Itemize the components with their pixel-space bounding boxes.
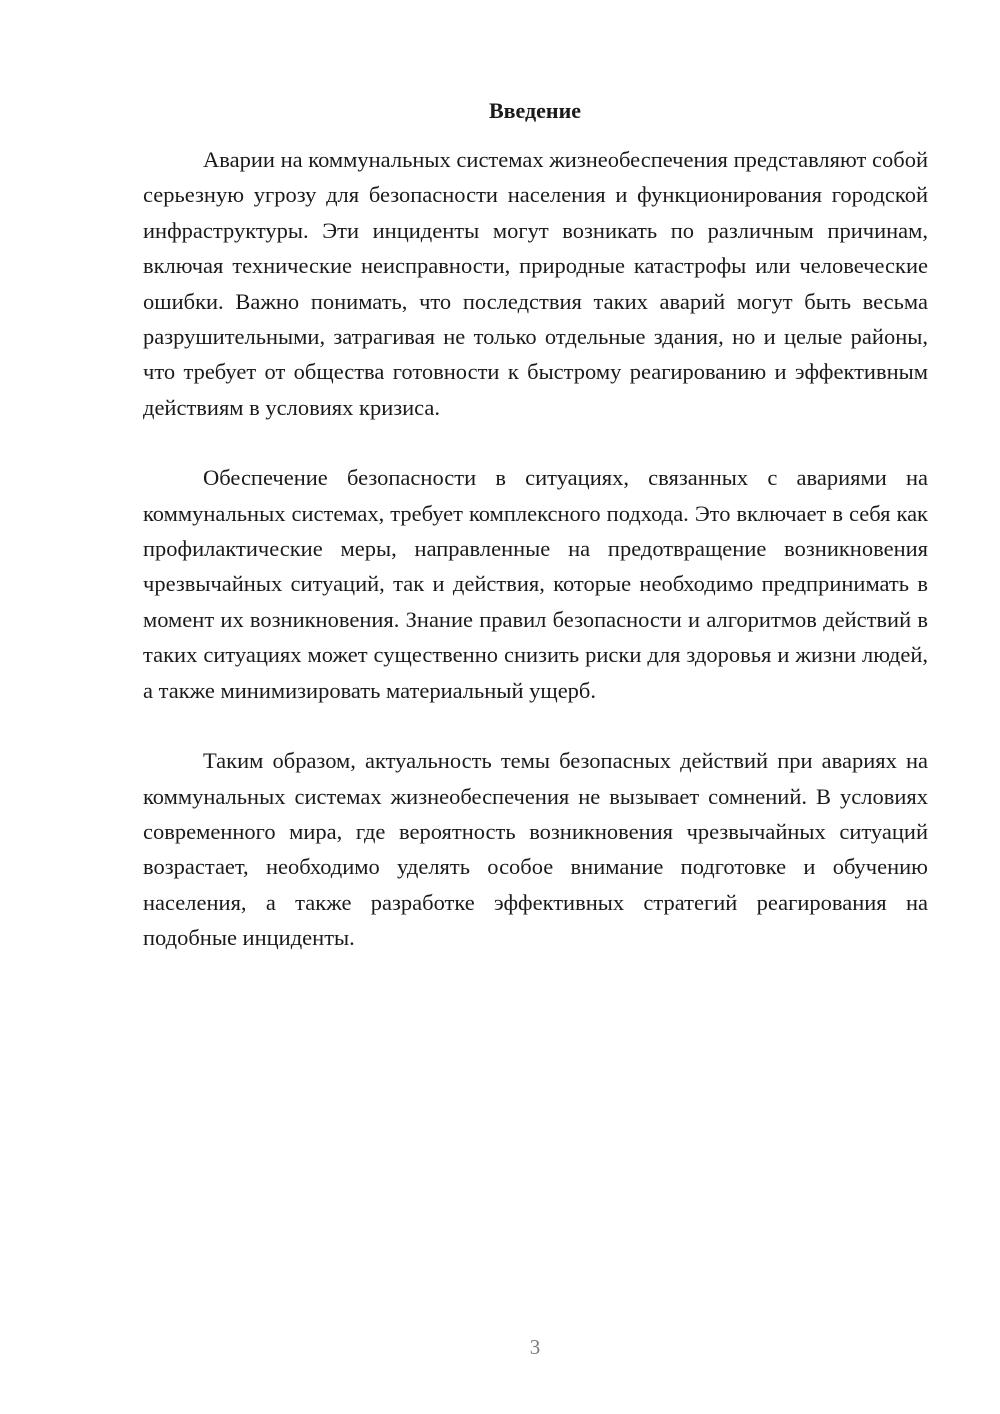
paragraph-3: Таким образом, актуальность темы безопасных действий при авариях на коммунальных системах жизнеобеспечения не вызывает сомнений. В условиях современного мира, где вероятность возникновения чрезвычайных ситуаций возрастает, необходимо уделять особое внимание подготовке и обучению населения, а также разработке эффективных стратегий реагирования на подобные инциденты. [143, 748, 928, 951]
page-number: 3 [529, 1335, 541, 1359]
body-text [143, 142, 928, 991]
paragraph-2: Обеспечение безопасности в ситуациях, связанных с авариями на коммунальных системах, требует комплексного подхода. Это включает в себя как профилактические меры, направленные на предотвращение возникновения чрезвычайных ситуаций, так и действия, которые необходимо предпринимать в момент их возникновения. Знание правил безопасности и алгоритмов действий в таких ситуациях может существенно снизить риски для здоровья и жизни людей, а также минимизировать материальный ущерб. [143, 465, 928, 703]
paragraph-1: Аварии на коммунальных системах жизнеобеспечения представляют собой серьезную угрозу для безопасности населения и функционирования городской инфраструктуры. Эти инциденты могут возникать по различным причинам, включая технические неисправности, природные катастрофы или человеческие ошибки. Важно понимать, что последствия таких аварий могут быть весьма разрушительными, затрагивая не только отдельные здания, но и целые районы, что требует от общества готовности к быстрому реагированию и эффективным действиям в условиях кризиса. [143, 147, 928, 420]
section-heading: Введение [488, 98, 582, 123]
